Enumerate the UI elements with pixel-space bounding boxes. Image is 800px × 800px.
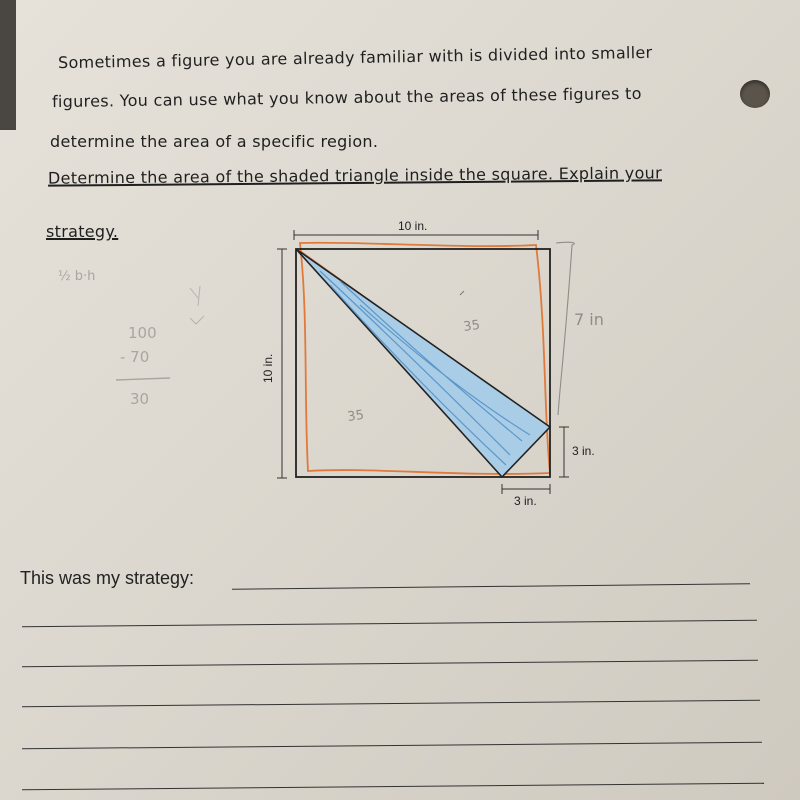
instruction-line-3: determine the area of a specific region. <box>50 132 379 151</box>
answer-line-4 <box>22 700 760 707</box>
pencil-bracket <box>556 242 574 415</box>
subtraction-minus: - 70 <box>120 348 150 366</box>
bottom-dimension-label: 3 in. <box>514 494 537 508</box>
subtraction-result: 30 <box>130 390 150 408</box>
shaded-triangle <box>296 249 550 477</box>
answer-line-1 <box>232 583 750 589</box>
answer-line-6 <box>22 783 764 790</box>
fraction-note: ½ b·h <box>58 269 96 284</box>
upper-region-area: 35 <box>462 317 481 335</box>
top-dimension-label: 10 in. <box>398 219 428 233</box>
square-diagram <box>260 215 620 515</box>
answer-line-5 <box>22 742 762 749</box>
punch-hole <box>740 80 770 108</box>
pencil-scratch-work <box>50 258 250 418</box>
right-dimension-label: 3 in. <box>572 444 595 458</box>
answer-line-2 <box>22 620 757 627</box>
instruction-line-2: figures. You can use what you know about the areas of these figures to <box>51 83 642 112</box>
instruction-line-1: Sometimes a figure you are already familiar with is divided into smaller <box>57 42 653 73</box>
subtraction-top: 100 <box>128 324 157 342</box>
lower-region-area: 35 <box>346 407 365 425</box>
page-edge-shadow <box>0 0 16 130</box>
faint-scribbles <box>190 286 204 324</box>
right-pencil-note: 7 in <box>574 310 604 329</box>
side-dimension-label: 10 in. <box>261 353 275 383</box>
strategy-prompt: This was my strategy: <box>20 568 195 588</box>
subtraction-line <box>116 378 170 380</box>
task-line-1: Determine the area of the shaded triangle inside the square. Explain your <box>47 163 663 188</box>
answer-line-3 <box>22 660 758 667</box>
task-line-2: strategy. <box>46 222 119 241</box>
